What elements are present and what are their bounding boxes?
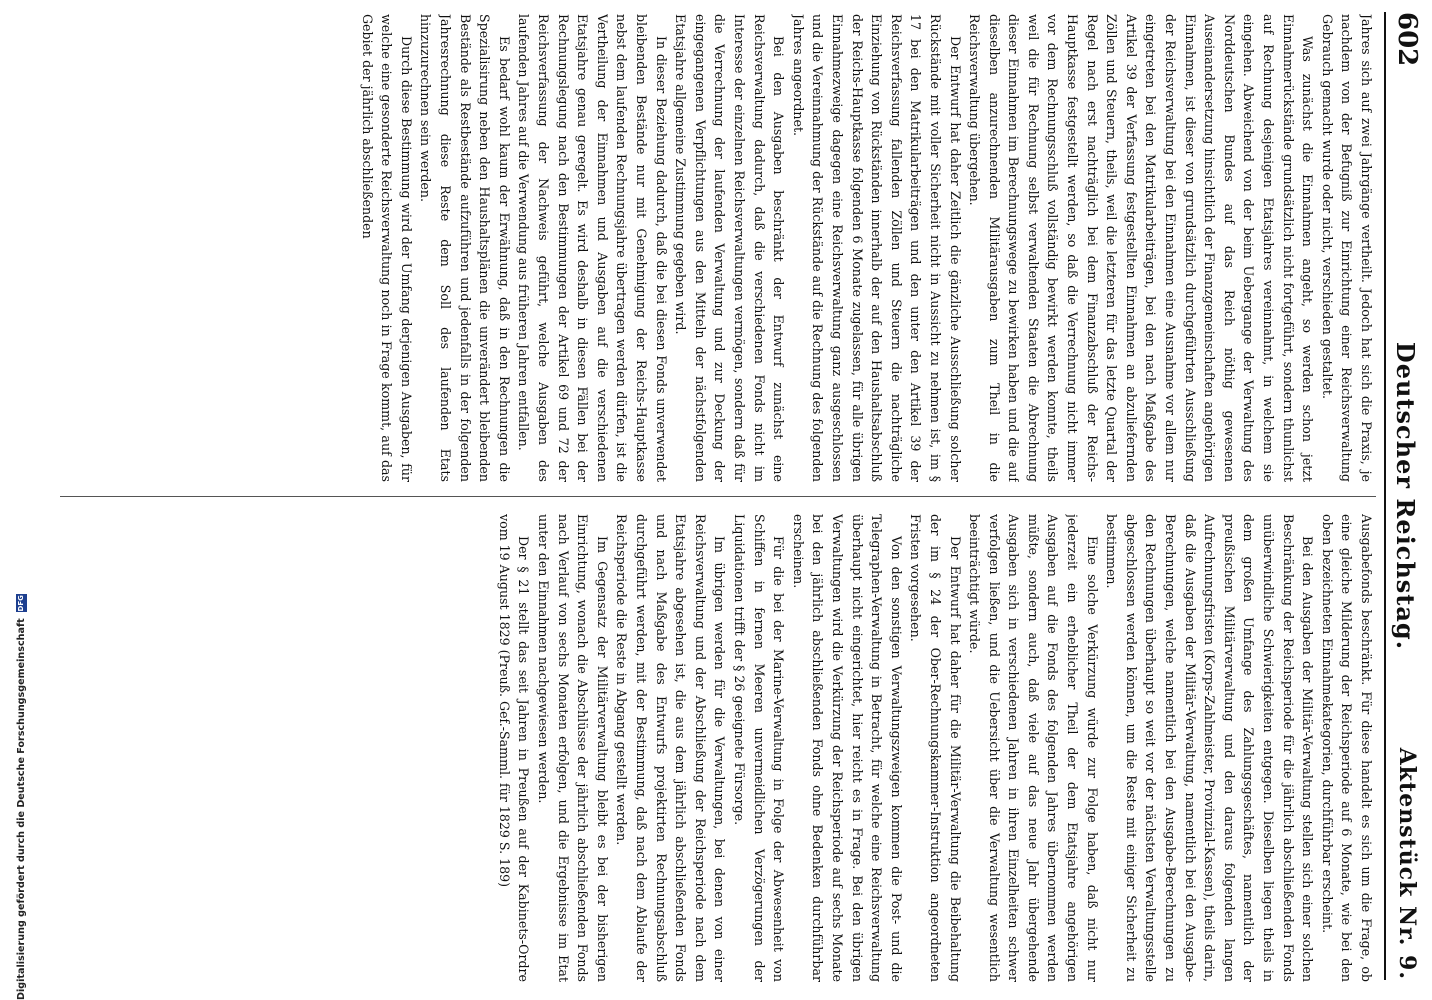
dfg-logo: DFG <box>17 595 25 612</box>
paragraph: Es bedarf wohl kaum der Erwähnung, daß in den Rechnungen die Spezialisirung neben den Haushaltsplänen die unverändert bleibenden Bestände als Restbestände aufzuführen und jedenfalls in der folgenden Jahresrechnung diese Reste dem Soll des laufenden Etats hinzuzurechnen sein werden. <box>418 14 512 482</box>
digitization-strip <box>0 0 27 1000</box>
paragraph: Für die bei der Marine-Verwaltung in Folge der Abwesenheit von Schiffen in fernen Meeren unvermeidlichen Verzögerungen der Liquidationen trifft der § 26 geeignete Fürsorge. <box>732 514 787 982</box>
paragraph: Im übrigen werden für die Verwaltungen, bei denen von einer Reichsverwaltung und der Abschließung der Reichsperiode nach dem Etatsjahre abgesehen ist, die aus dem jährlich abschließenden Fonds und nach Maßgabe des Entwurfs projektirten Rechnungsabschluß durchgeführt werden, mit der Bestimmung, daß nach dem Ablaufe der Reichsperiode die Reste in Abgang gestellt werden. <box>614 514 728 982</box>
paragraph: Der § 21 stellt das seit Jahren in Preußen auf der Kabinets-Ordre vom 19 August 1829 (Preuß. Gef.-Samml. für 1829 S. 189) <box>496 514 532 982</box>
paragraph: Eine solche Verkürzung würde zur Folge haben, daß nicht nur jederzeit ein erheblicher Theil der dem Etatsjahre angehörigen Ausgaben auf die Fonds des folgenden Jahres übernommen werden müßte, sondern auch, daß viele auf das neue Jahr übergehende Ausgaben sich in verschiedenen Jahren in ihren Einzelheiten schwer verfolgen ließen, und die Uebersicht über die Verwaltung wesentlich beeinträchtigt würde. <box>967 514 1100 982</box>
digitization-credit-text: Digitalisierung gefördert durch die Deutsche Forschungsgemeinschaft <box>16 618 27 1000</box>
paragraph: Bei den Ausgaben beschränkt der Entwurf zunächst eine Reichsverwaltung dadurch, daß die verschiedenen Fonds nicht im Interesse der einzelnen Reichsverwaltungen vermögen, sondern daß für die Verrechnung der laufenden Verwaltung und zur Deckung der eingegangenen Verpflichtungen aus den Mitteln der nächstfolgenden Etatsjahre allgemeine Zustimmung gegeben wird. <box>673 14 787 482</box>
paragraph: Der Entwurf hat daher für die Militär-Verwaltung die Beibehaltung der im § 24 der Ober-Rechnungskammer-Instruktion angeordneten Fristen vorgesehen. <box>908 514 963 982</box>
paragraph: Durch diese Bestimmung wird der Umfang derjenigen Ausgaben, für welche eine gesonderte Reichsverwaltung noch in Frage kommt, auf das Gebiet der jährlich abschließenden <box>359 14 414 482</box>
paragraph: Bei den Ausgaben der Militär-Verwaltung stellen sich einer solchen Beschränkung der Reichsperiode für die jährlich abschließenden Fonds unüberwindliche Schwierigkeiten entgegen. Dieselben liegen theils in dem großen Umfange des Zahlungsgeschäftes, namentlich der preußischen Militärverwaltung und den daraus folgenden langen Aufrechnungsfristen (Korps-Zahlmeister, Provinzial-Kassen), theils darin, daß die Ausgaben der Militär-Verwaltung, namentlich bei den Ausgabe-Berechnungen, welche namentlich bei den Ausgabe-Berechnungen zu den Rechnungen überhaupt so weit vor der nächsten Verwaltungsstelle abgeschlossen werden können, um die Reste mit einiger Sicherheit zu bestimmen. <box>1104 514 1316 982</box>
paragraph: Jahres sich auf zwei Jahrgänge vertheilt. Jedoch hat sich die Praxis, je nachdem von der Befugniß zur Einrichtung einer Reichsverwaltung Gebrauch gemacht wurde oder nicht, verschieden gestaltet. <box>1319 14 1374 482</box>
right-column <box>52 514 1376 982</box>
paragraph: Ausgabefonds beschränkt. Für diese handelt es sich um die Frage, ob eine gleiche Milderung der Reichsperiode auf 6 Monate, wie bei den oben bezeichneten Einnahmekategorien, durchführbar erscheint. <box>1319 514 1374 982</box>
page-number: 602 <box>1392 12 1422 67</box>
paragraph: Von den sonstigen Verwaltungszweigen kommen die Post- und die Telegraphen-Verwaltung in Betracht, für welche eine Reichsverwaltung überhaupt nicht eingerichtet, hier reicht es in Frage. Bei den übrigen Verwaltungen wird die Verkürzung der Reichsperiode auf sechs Monate bei den jährlich abschließenden Fonds ohne Bedenken durchführbar erscheinen. <box>790 514 904 982</box>
left-column <box>52 14 1376 482</box>
column-divider <box>60 496 1376 497</box>
paragraph: Was zunächst die Einnahmen angeht, so werden schon jetzt Einnahmerückstände grundsätzlich nicht fortgeführt, sondern thunlichst auf Rechnung desjenigen Etatsjahres vereinnahmt, in welchem sie eingehen. Abweichend von der beim Uebergange der Verwaltung des Norddeutschen Bundes auf das Reich nöthig gewesenen Auseinandersetzung hinsichtlich der Finanzgemeinschaften angehörigen Einnahmen, ist dieser von grundsätzlich durchgeführten Ausschließung der Reichsverwaltung bei den Einnahmen eine Ausnahme vor allem nur eingetreten bei den Matrikularbeiträgen, bei den nach Maßgabe des Artikel 39 der Verfassung festgestellten Einnahmen an abzuliefernden Zöllen und Steuern, theils, weil die letzteren für das letzte Quartal der Regel nach erst nachträglich bei dem Finanzabschluß der Reichs-Hauptkasse festgestellt werden, so daß die Verrechnung nicht immer vor dem Rechnungsschluß vollständig bewirkt werden konnte, theils weil die für Rechnung selbst verwaltenden Staaten die Abrechnung dieser Einnahmen im Berechnungswege zu bewirken haben und die auf dieselben anzurechnenden Militärausgaben zum Theil in die Reichsverwaltung übergehen. <box>967 14 1316 482</box>
attachment-label: Aktenstück Nr. 9. <box>1394 747 1420 980</box>
paragraph: In dieser Beziehung dadurch, daß die bei diesen Fonds unverwendet bleibenden Bestände nur mit Genehmigung der Reichs-Hauptkasse nebst dem laufenden Rechnungsjahre übertragen werden dürfen, ist die Vertheilung der Einnahmen und Ausgaben auf die verschiedenen Etatsjahre genau geregelt. Es wird deshalb in diesen Fällen bei der Rechnungslegung nach den Bestimmungen der Artikel 69 und 72 der Reichsverfassung der Nachweis geführt, welche Ausgaben des laufenden Jahres auf die Verwendung aus früheren Jahren entfallen. <box>516 14 669 482</box>
running-title: Deutscher Reichstag. <box>1391 341 1420 651</box>
paragraph: Im Gegensatz der Militärverwaltung bleibt es bei der bisherigen Einrichtung, wonach die Abschlüsse der jährlich abschließenden Fonds nach Verlauf von sechs Monaten erfolgen, und die Ergebnisse im Etat unter den Einnahmen nachgewiesen werden. <box>536 514 610 982</box>
paragraph: Der Entwurf hat daher Zeitlich die gänzliche Ausschließung solcher Rückstände mit voller Sicherheit nicht in Aussicht zu nehmen ist, im § 17 bei den Matrikularbeiträgen und den unter den Artikel 39 der Reichsverfassung fallenden Zöllen und Steuern die nachträgliche Einziehung von Rückständen innerhalb der auf den Haushaltsabschluß der Reichs-Hauptkasse folgenden 6 Monate zugelassen, für alle übrigen Einnahmezweige dagegen eine Reichsverwaltung ganz ausgeschlossen und die Vereinnahmung der Rückstände auf die Rechnung des folgenden Jahres angeordnet. <box>790 14 963 482</box>
page-header <box>1384 12 1426 980</box>
digitization-credit <box>16 594 27 1000</box>
